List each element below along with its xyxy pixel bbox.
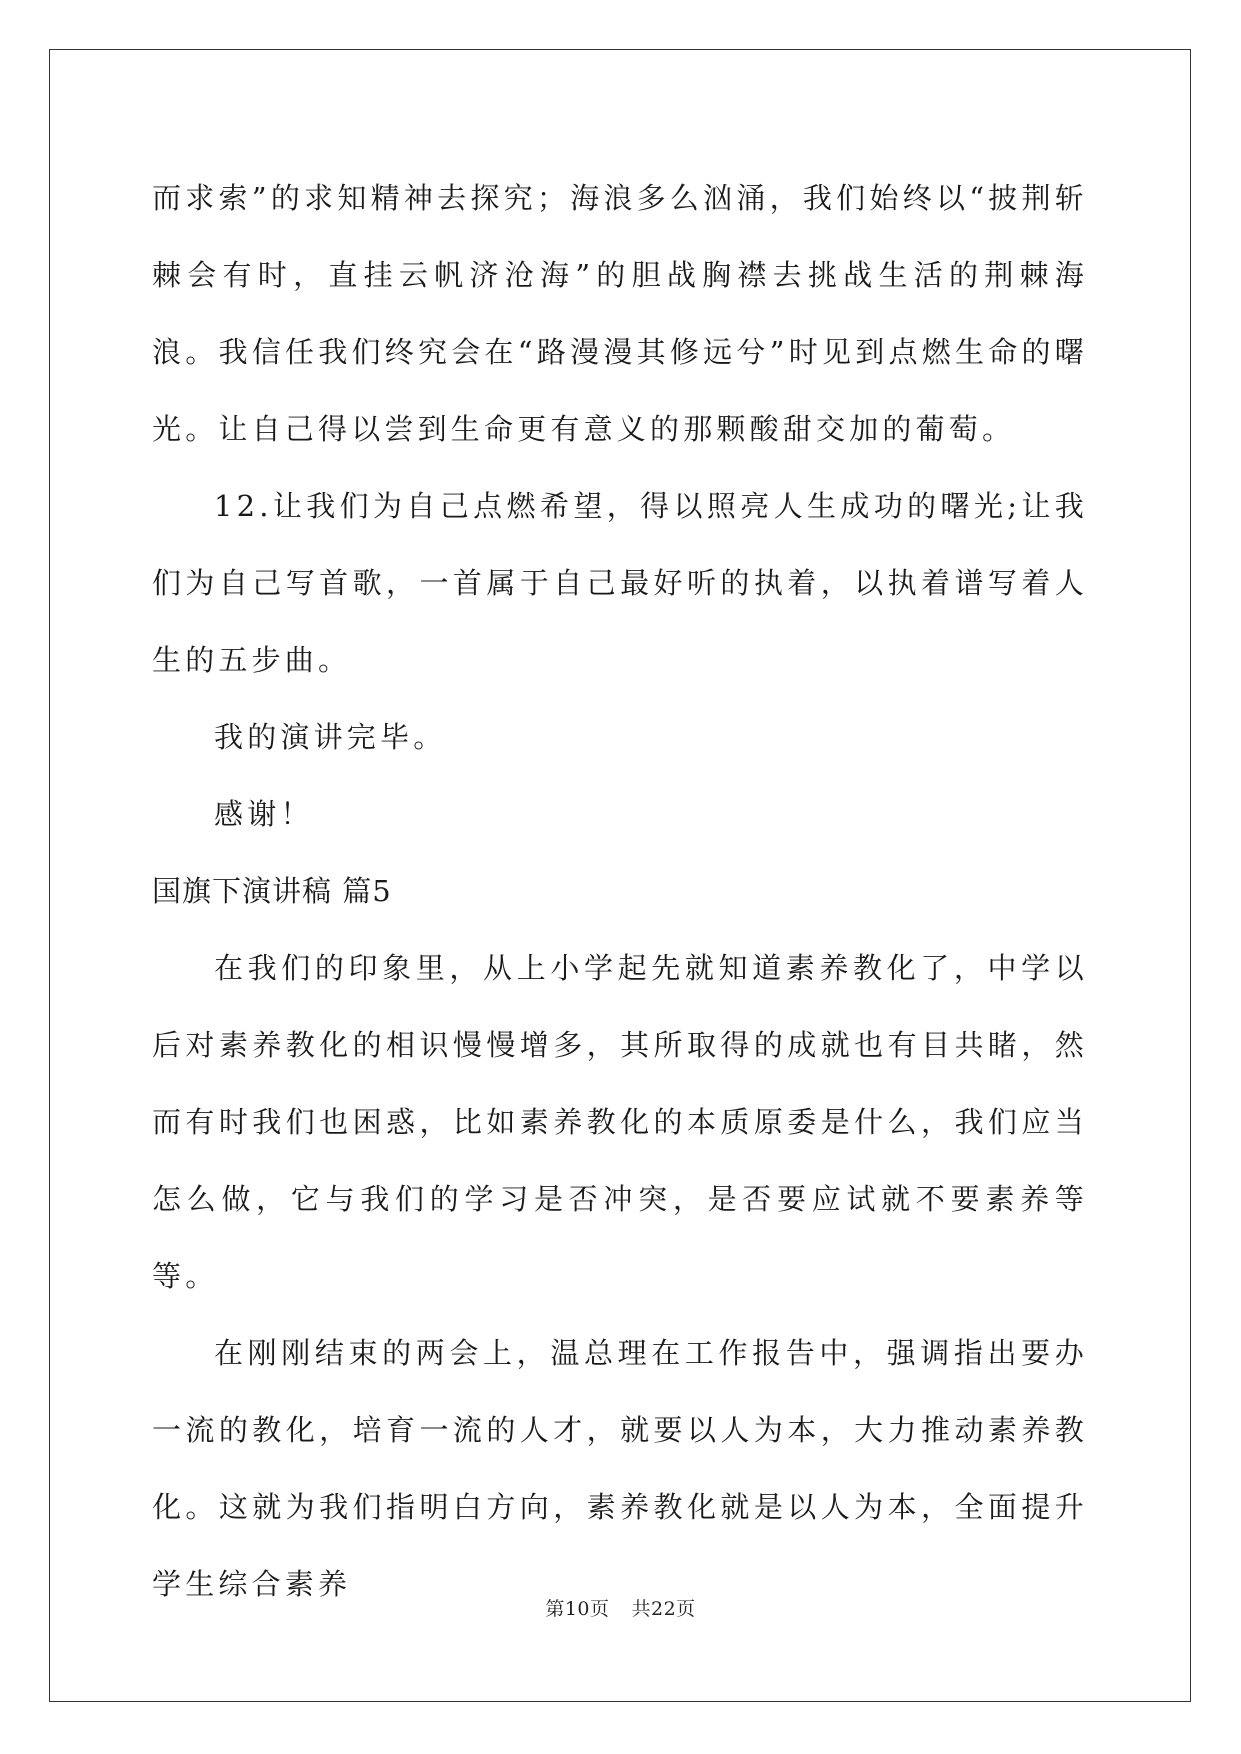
section-heading: 国旗下演讲稿 篇5 bbox=[152, 874, 392, 908]
page-number: 第10页 bbox=[545, 1598, 610, 1620]
page-footer bbox=[0, 1594, 1241, 1621]
paragraph: 在我们的印象里，从上小学起先就知道素养教化了，中学以后对素养教化的相识慢慢增多，其所取得的成就也有目共睹，然而有时我们也困惑，比如素养教化的本质原委是什么，我们应当怎么做，它与我们的学习是否冲突，是否要应试就不要素养等等。 bbox=[152, 951, 1088, 1293]
page-total: 共22页 bbox=[631, 1598, 696, 1620]
paragraph: 我的演讲完毕。 bbox=[214, 720, 447, 754]
paragraph: 感谢！ bbox=[214, 797, 314, 831]
paragraph: 12.让我们为自己点燃希望，得以照亮人生成功的曙光;让我们为自己写首歌，一首属于自己最好听的执着，以执着谱写着人生的五步曲。 bbox=[152, 489, 1088, 677]
paragraph: 在刚刚结束的两会上，温总理在工作报告中，强调指出要办一流的教化，培育一流的人才，就要以人为本，大力推动素养教化。这就为我们指明白方向，素养教化就是以人为本，全面提升学生综合素养 bbox=[152, 1336, 1088, 1601]
document-body bbox=[152, 160, 1088, 1623]
paragraph: 而求索”的求知精神去探究；海浪多么汹涌，我们始终以“披荆斩棘会有时，直挂云帆济沧海”的胆战胸襟去挑战生活的荆棘海浪。我信任我们终究会在“路漫漫其修远兮”时见到点燃生命的曙光。让自己得以尝到生命更有意义的那颗酸甜交加的葡萄。 bbox=[152, 181, 1088, 446]
